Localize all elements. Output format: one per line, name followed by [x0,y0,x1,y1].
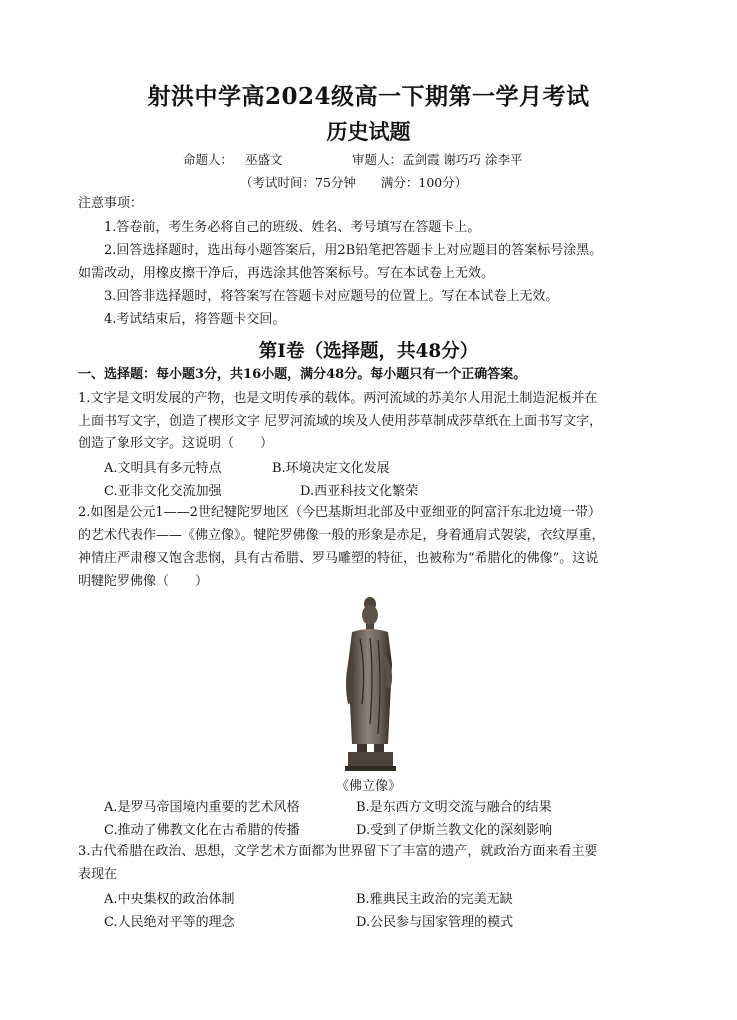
option-d: D.受到了伊斯兰教文化的深刻影响 [356,823,553,838]
exam-info: （考试时间：75分钟 满分：100分） [240,175,468,190]
question-text: 创造了象形文字。这说明（ ） [78,436,274,451]
option-b: B.雅典民主政治的完美无缺 [356,892,513,907]
reviewer-line [352,150,522,168]
option-c: C.人民绝对平等的理念 [104,915,235,930]
question-text: 1.文字是文明发展的产物，也是文明传承的载体。两河流域的苏美尔人用泥土制造泥板并在 [78,391,598,406]
notice-item: 4.考试结束后，将答题卡交回。 [104,312,286,327]
option-a: A.文明具有多元特点 [104,461,222,476]
image-caption: 《佛立像》 [335,779,401,794]
section-instruction: 一、选择题：每小题3分，共16小题，满分48分。每小题只有一个正确答案。 [78,367,527,382]
author-label: 命题人： [183,152,234,167]
option-c: C.亚非文化交流加强 [104,484,222,499]
option-d: D.公民参与国家管理的模式 [356,915,514,930]
reviewer-names: 孟剑霞 谢巧巧 涂李平 [402,152,523,167]
option-c: C.推动了佛教文化在古希腊的传播 [104,823,300,838]
author-name: 巫盛文 [245,152,283,167]
reviewer-label: 审题人： [352,152,403,167]
option-b: B.是东西方文明交流与融合的结果 [356,800,552,815]
notice-item: 如需改动，用橡皮擦干净后，再选涂其他答案标号。写在本试卷上无效。 [78,266,495,281]
notice-heading: 注意事项： [78,196,144,211]
exam-title: 射洪中学高2024级高一下期第一学月考试 [147,83,590,110]
option-a: A.是罗马帝国境内重要的艺术风格 [104,800,300,815]
buddha-statue-image [330,594,410,772]
question-text: 3.古代希腊在政治、思想，文学艺术方面都为世界留下了丰富的遗产，就政治方面来看主要 [78,844,598,859]
option-d: D.西亚科技文化繁荣 [300,484,419,499]
option-b: B.环境决定文化发展 [272,461,390,476]
notice-item: 3.回答非选择题时，将答案写在答题卡对应题号的位置上。写在本试卷上无效。 [104,289,559,304]
question-text: 2.如图是公元1——2世纪犍陀罗地区（今巴基斯坦北部及中亚细亚的阿富汗东北边境一带） [78,505,601,520]
question-text: 上面书写文字，创造了楔形文字 尼罗河流域的埃及人使用莎草制成莎草纸在上面书写文字， [78,414,603,429]
author-line [183,150,283,168]
exam-subtitle: 历史试题 [326,119,411,144]
option-a: A.中央集权的政治体制 [104,892,235,907]
question-text: 的艺术代表作——《佛立像》。犍陀罗佛像一般的形象是赤足，身着通肩式袈裟，衣纹厚重， [78,528,605,543]
question-text: 表现在 [78,867,118,882]
section-title: 第I卷（选择题，共48分） [258,341,479,362]
question-text: 神情庄严肃穆又饱含悲悯，具有古希腊、罗马雕塑的特征，也被称为“希腊化的佛像”。这说 [78,551,599,566]
notice-item: 1.答卷前，考生务必将自己的班级、姓名、考号填写在答题卡上。 [104,220,481,235]
question-text: 明犍陀罗佛像（ ） [78,574,209,589]
notice-item: 2.回答选择题时，选出每小题答案后，用2B铅笔把答题卡上对应题目的答案标号涂黑。 [104,243,603,258]
